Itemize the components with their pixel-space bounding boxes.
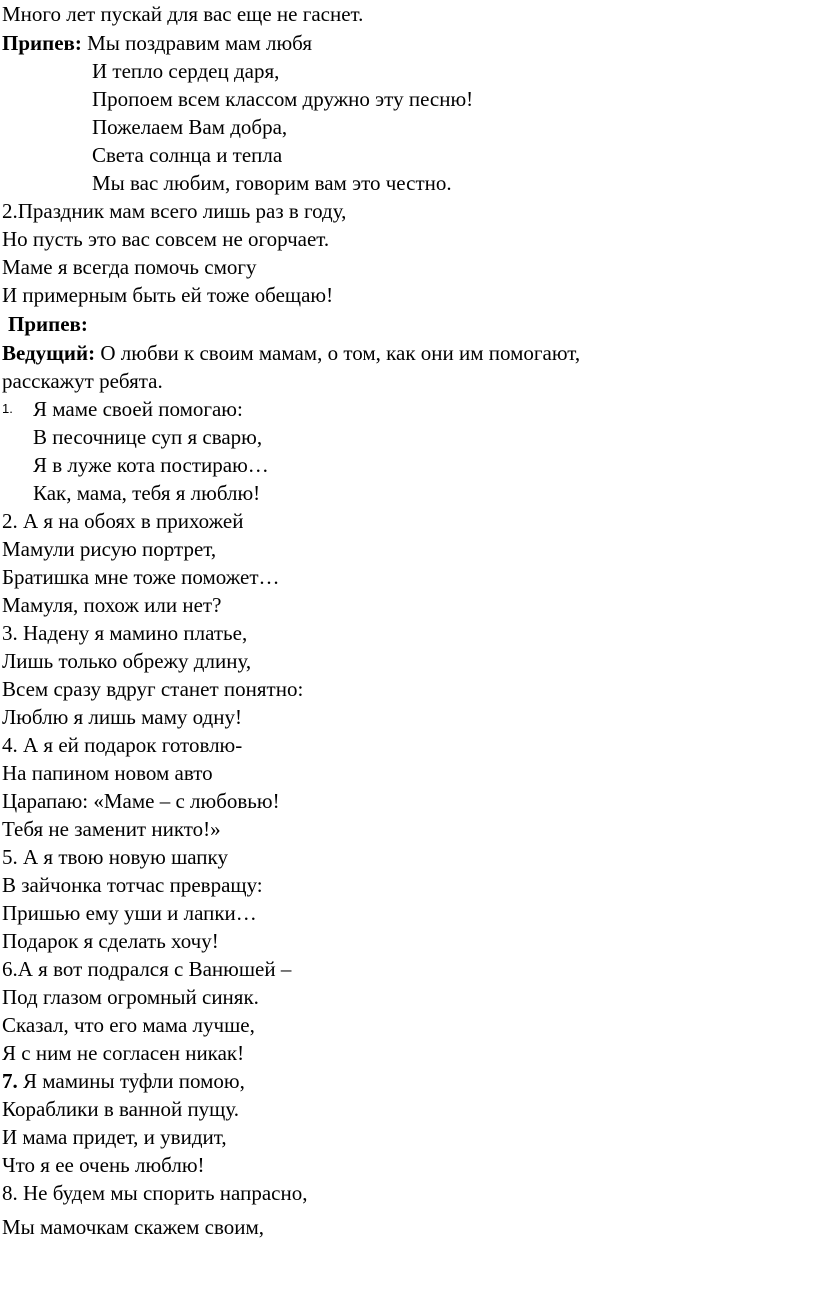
refrain-text: Мы поздравим мам любя [81, 31, 313, 55]
poem-line: Под глазом огромный синяк. [2, 985, 259, 1009]
list-number: 1. [2, 401, 13, 416]
poem-line: Мамули рисую портрет, [2, 537, 217, 561]
poem-line: 4. А я ей подарок готовлю- [2, 733, 243, 757]
poem-line: И мама придет, и увидит, [2, 1125, 227, 1149]
poem-line: Что я ее очень люблю! [2, 1153, 205, 1177]
verse-line: Маме я всегда помочь смогу [2, 255, 257, 279]
host-line: расскажут ребята. [2, 369, 163, 393]
poem-line: 3. Надену я мамино платье, [2, 621, 248, 645]
poem-line: Кораблики в ванной пущу. [2, 1097, 239, 1121]
poem-line: Я маме своей помогаю: [33, 397, 243, 421]
poem-line: Тебя не заменит никто!» [2, 817, 221, 841]
refrain-line: И тепло сердец даря, [92, 59, 280, 83]
poem-line: Люблю я лишь маму одну! [2, 705, 242, 729]
poem-line: Мамуля, похож или нет? [2, 593, 222, 617]
text-line: Много лет пускай для вас еще не гаснет. [2, 2, 364, 26]
poem-line: 6.А я вот подрался с Ванюшей – [2, 957, 292, 981]
poem-line [2, 1067, 245, 1095]
poem-number: 7. [2, 1069, 18, 1093]
poem-line: Мы мамочкам скажем своим, [2, 1215, 265, 1239]
poem-line: Как, мама, тебя я люблю! [33, 481, 261, 505]
poem-line: Я с ним не согласен никак! [2, 1041, 245, 1065]
host-text: О любви к своим мамам, о том, как они им помогают, [95, 341, 581, 365]
poem-line: На папином новом авто [2, 761, 213, 785]
poem-line: В песочнице суп я сварю, [33, 425, 263, 449]
refrain-line: Света солнца и тепла [92, 143, 283, 167]
poem-line: Сказал, что его мама лучше, [2, 1013, 255, 1037]
refrain-line: Пропоем всем классом дружно эту песню! [92, 87, 474, 111]
poem-line: 8. Не будем мы спорить напрасно, [2, 1181, 308, 1205]
verse-line: И примерным быть ей тоже обещаю! [2, 283, 334, 307]
host-label: Ведущий: [2, 341, 96, 365]
refrain-line: Мы вас любим, говорим вам это честно. [92, 171, 452, 195]
poem-line: Пришью ему уши и лапки… [2, 901, 257, 925]
verse-line: 2.Праздник мам всего лишь раз в году, [2, 199, 347, 223]
poem-line: Я в луже кота постираю… [33, 453, 269, 477]
refrain-line: Пожелаем Вам добра, [92, 115, 288, 139]
refrain-label: Припев: [8, 312, 88, 336]
poem-line: Подарок я сделать хочу! [2, 929, 219, 953]
poem-line: Царапаю: «Маме – с любовью! [2, 789, 280, 813]
host-line [2, 339, 580, 367]
poem-line: 5. А я твою новую шапку [2, 845, 228, 869]
poem-line: Лишь только обрежу длину, [2, 649, 252, 673]
verse-line: Но пусть это вас совсем не огорчает. [2, 227, 330, 251]
refrain-line [2, 29, 312, 57]
refrain-label: Припев: [2, 31, 82, 55]
poem-line: В зайчонка тотчас превращу: [2, 873, 263, 897]
poem-line: Всем сразу вдруг станет понятно: [2, 677, 304, 701]
poem-line: 2. А я на обоях в прихожей [2, 509, 244, 533]
poem-text: Я мамины туфли помою, [17, 1069, 245, 1093]
poem-line: Братишка мне тоже поможет… [2, 565, 280, 589]
